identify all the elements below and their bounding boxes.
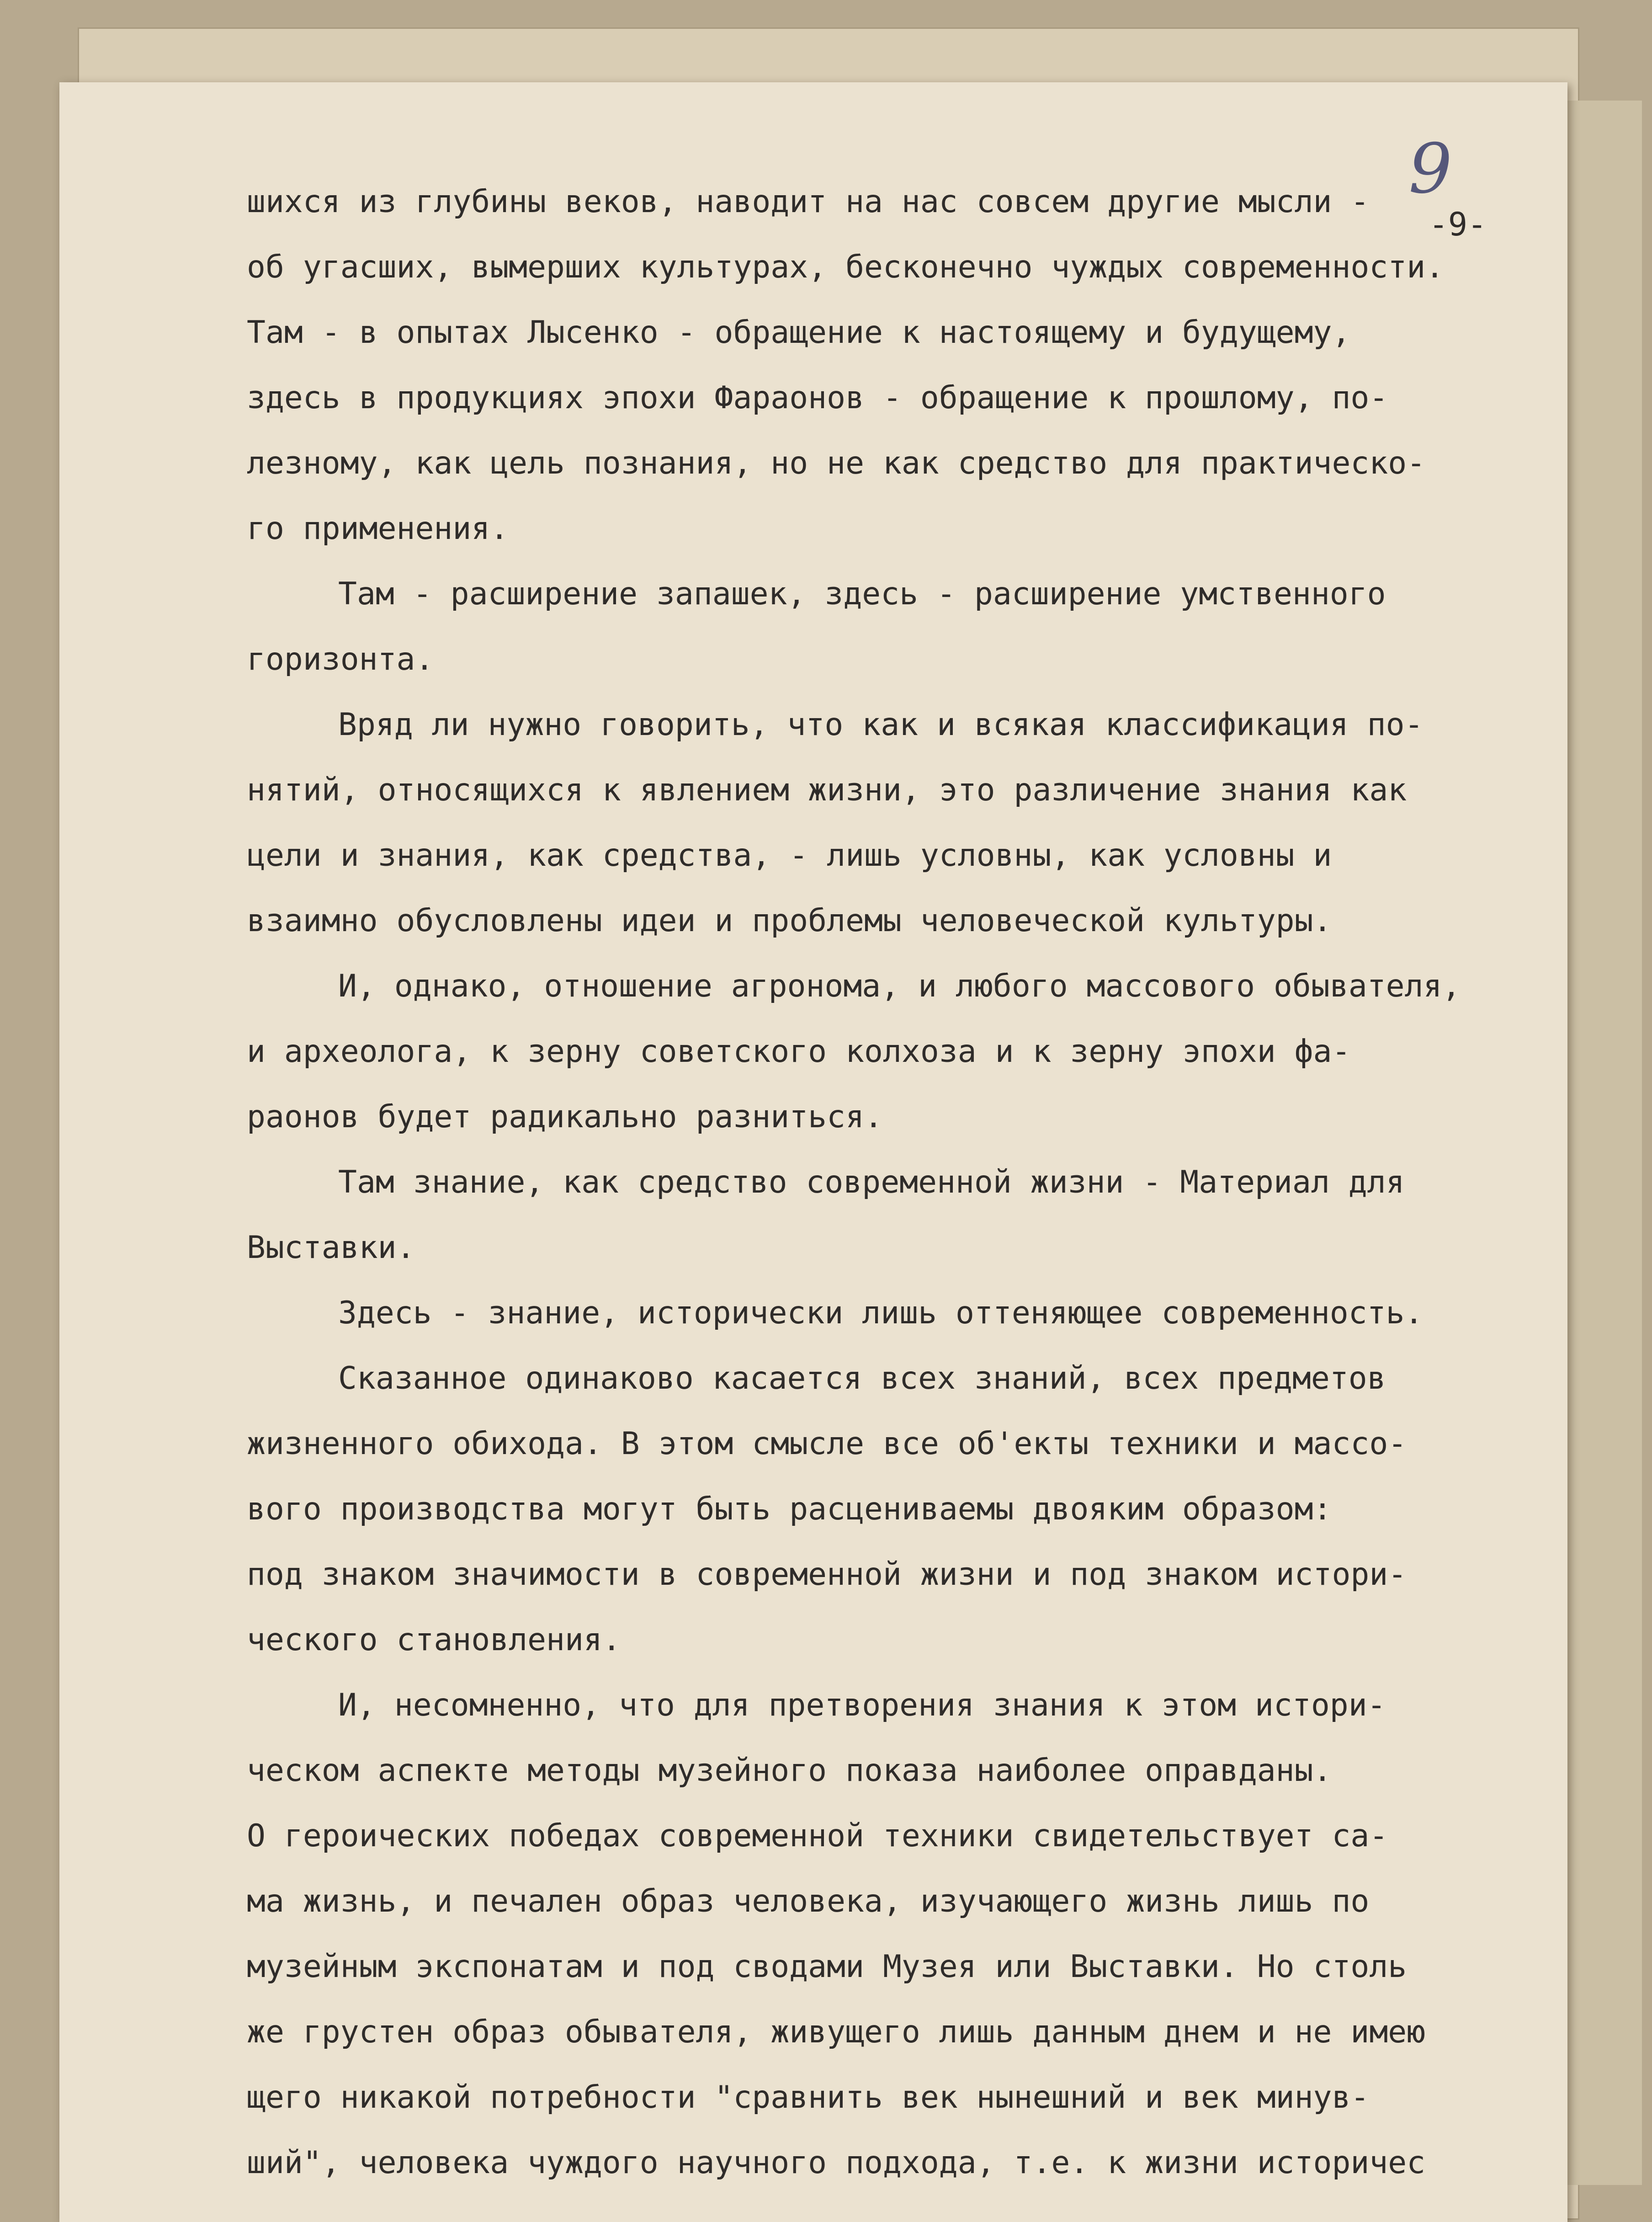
handwritten-folio-number: 9 xyxy=(1408,129,1452,209)
text-line: Выставки. xyxy=(247,1230,415,1266)
text-line: Там - расширение запашек, здесь - расширение умственного xyxy=(338,576,1386,612)
text-line: ческом аспекте методы музейного показа наиболее оправданы. xyxy=(247,1753,1332,1789)
text-line: жизненного обихода. В этом смысле все об'екты техники и массо- xyxy=(247,1426,1407,1462)
text-line: раонов будет радикально разниться. xyxy=(247,1099,883,1135)
typed-page-number: -9- xyxy=(1429,206,1487,243)
text-line: Там - в опытах Лысенко - обращение к настоящему и будущему, xyxy=(247,314,1351,351)
text-line: И, несомненно, что для претворения знания к этом истори- xyxy=(338,1687,1386,1723)
text-line: горизонта. xyxy=(247,641,434,677)
text-line: И, однако, отношение агронома, и любого массового обывателя, xyxy=(338,968,1461,1004)
text-line: О героических победах современной техники свидетельствует са- xyxy=(247,1818,1388,1854)
text-line: ший", человека чуждого научного подхода, т.е. к жизни историчес xyxy=(247,2145,1426,2181)
text-line: вого производства могут быть расцениваемы двояким образом: xyxy=(247,1491,1332,1527)
text-line: Здесь - знание, исторически лишь оттеняющее современность. xyxy=(338,1295,1424,1331)
text-line: го применения. xyxy=(247,511,509,547)
text-line: здесь в продукциях эпохи Фараонов - обращение к прошлому, по- xyxy=(247,380,1388,416)
text-line: Там знание, как средство современной жизни - Материал для xyxy=(338,1164,1405,1200)
text-line: шихся из глубины веков, наводит на нас совсем другие мысли - xyxy=(247,184,1370,220)
text-line: ческого становления. xyxy=(247,1622,621,1658)
text-line: музейным экспонатам и под сводами Музея или Выставки. Но столь xyxy=(247,1949,1407,1985)
text-line: цели и знания, как средства, - лишь условны, как условны и xyxy=(247,837,1332,874)
text-line: под знаком значимости в современной жизни и под знаком истори- xyxy=(247,1556,1407,1593)
text-line: об угасших, вымерших культурах, бесконечно чуждых современности. xyxy=(247,249,1445,285)
text-line: лезному, как цель познания, но не как средство для практическо- xyxy=(247,445,1426,481)
text-line: взаимно обусловлены идеи и проблемы человеческой культуры. xyxy=(247,903,1332,939)
text-line: Сказанное одинаково касается всех знаний, всех предметов xyxy=(338,1360,1386,1396)
text-line: нятий, относящихся к явлением жизни, это различение знания как xyxy=(247,772,1407,808)
text-line: и археолога, к зерну советского колхоза и к зерну эпохи фа- xyxy=(247,1034,1351,1070)
text-line: же грустен образ обывателя, живущего лишь данным днем и не имею xyxy=(247,2014,1426,2050)
text-line: Вряд ли нужно говорить, что как и всякая классификация по- xyxy=(338,707,1424,743)
text-line: ма жизнь, и печален образ человека, изучающего жизнь лишь по xyxy=(247,1883,1370,1919)
text-line: щего никакой потребности "сравнить век нынешний и век минув- xyxy=(247,2079,1370,2115)
typed-text-body xyxy=(247,169,1595,2195)
